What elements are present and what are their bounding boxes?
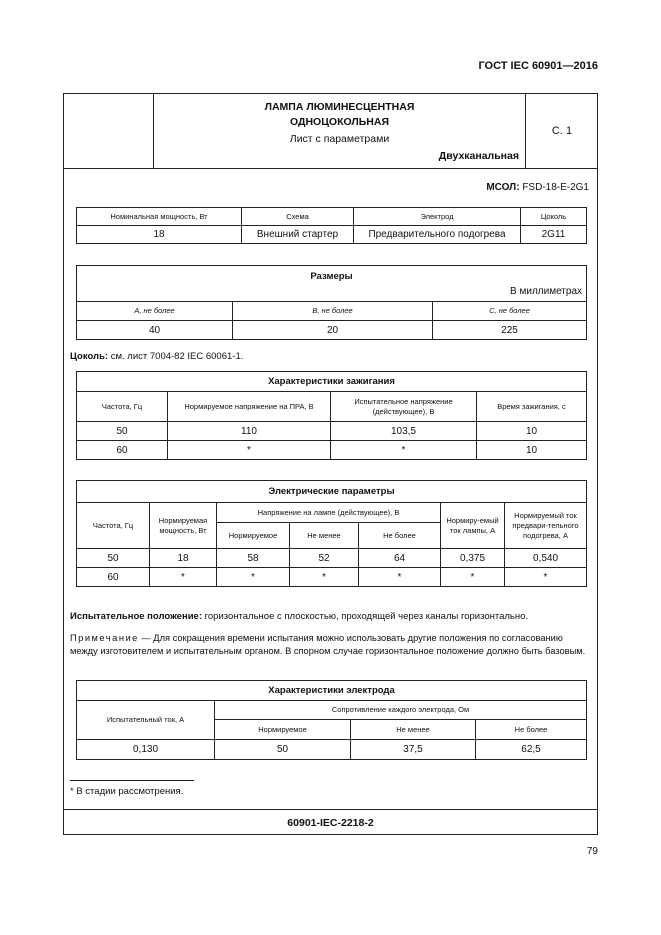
sheet-frame [63, 93, 598, 835]
footnote-divider [70, 780, 194, 781]
title-center-cell [154, 94, 525, 168]
ignition-cell: 10 [477, 422, 587, 441]
header-dim-c: C, не более [433, 302, 587, 321]
lamp-title-line2: ОДНОЦОКОЛЬНАЯ [289, 116, 390, 128]
electrical-cell: 60 [77, 568, 150, 587]
header-resistance-min: Не менее [351, 720, 476, 740]
value-electrode: Предварительного подогрева [354, 226, 521, 244]
header-ignition-time: Время зажигания, с [477, 392, 587, 422]
ignition-table [76, 371, 587, 460]
electrode-table [76, 680, 587, 760]
header-circuit: Схема [242, 208, 354, 226]
dimensions-caption: Размеры [310, 271, 353, 282]
header-frequency: Частота, Гц [77, 503, 150, 549]
ignition-cell: 110 [168, 422, 331, 441]
header-dim-a: A, не более [77, 302, 233, 321]
electrical-cell: * [290, 568, 359, 587]
electrical-cell: 58 [217, 549, 290, 568]
electrode-cell: 50 [215, 740, 351, 760]
header-frequency: Частота, Гц [77, 392, 168, 422]
dimensions-unit: В миллиметрах [510, 286, 583, 297]
base-note [70, 350, 243, 363]
title-left-cell [64, 94, 154, 168]
ignition-cell: 60 [77, 441, 168, 460]
electrical-cell: * [505, 568, 587, 587]
msol-designation [486, 182, 589, 193]
electrical-cell: 18 [150, 549, 217, 568]
electrode-cell: 37,5 [351, 740, 476, 760]
msol-value: FSD-18-E-2G1 [522, 182, 589, 193]
header-base: Цоколь [521, 208, 587, 226]
note [70, 632, 592, 658]
footer-code: 60901-IEC-2218-2 [287, 817, 374, 829]
header-resistance-max: Не более [476, 720, 587, 740]
electrical-cell: 64 [359, 549, 441, 568]
ignition-caption: Характеристики зажигания [77, 372, 587, 392]
value-dim-a: 40 [77, 321, 233, 340]
lamp-title-line1: ЛАМПА ЛЮМИНЕСЦЕНТНАЯ [264, 101, 415, 113]
sheet-label: Лист с параметрами [289, 133, 390, 145]
header-lamp-current: Нормиру-емый ток лампы, А [441, 503, 505, 549]
ignition-cell: * [331, 441, 477, 460]
footnote: * В стадии рассмотрения. [70, 786, 184, 797]
page-number: 79 [586, 846, 598, 857]
electrical-cell: 0,540 [505, 549, 587, 568]
sheet-number: С. 1 [525, 94, 598, 168]
note-text: — Для сокращения времени испытания можно использовать другие положения по согласованию между изготовителем и испытательным органом. В спорном случае горизонтальное положение должно быть базовым. [70, 633, 586, 656]
standard-number: ГОСТ IEC 60901—2016 [478, 60, 598, 72]
header-voltage-rated: Нормируемое [217, 523, 290, 549]
electrical-cell: 52 [290, 549, 359, 568]
dimensions-caption-cell [77, 266, 587, 302]
title-block [64, 94, 597, 169]
header-preheat-current: Нормируемый ток предвари-тельного подогрева, А [505, 503, 587, 549]
ignition-cell: 50 [77, 422, 168, 441]
value-dim-c: 225 [433, 321, 587, 340]
ignition-cell: 103,5 [331, 422, 477, 441]
header-power: Номинальная мощность, Вт [77, 208, 242, 226]
electrical-cell: * [441, 568, 505, 587]
value-power: 18 [77, 226, 242, 244]
header-lamp-voltage: Напряжение на лампе (действующее), В [217, 503, 441, 523]
base-note-label: Цоколь: [70, 351, 109, 362]
header-electrode-resistance: Сопротивление каждого электрода, Ом [215, 701, 587, 720]
header-test-current: Испытательный ток, А [77, 701, 215, 740]
ignition-cell: 10 [477, 441, 587, 460]
header-dim-b: B, не более [233, 302, 433, 321]
electrical-cell: 0,375 [441, 549, 505, 568]
general-table [76, 207, 587, 244]
value-circuit: Внешний стартер [242, 226, 354, 244]
base-note-text: см. лист 7004-82 IEC 60061-1. [110, 351, 244, 362]
value-base: 2G11 [521, 226, 587, 244]
electrical-cell: 50 [77, 549, 150, 568]
footer-divider [64, 809, 597, 810]
header-rated-power: Нормируемая мощность, Вт [150, 503, 217, 549]
value-dim-b: 20 [233, 321, 433, 340]
electrical-cell: * [150, 568, 217, 587]
header-voltage-max: Не более [359, 523, 441, 549]
electrode-cell: 0,130 [77, 740, 215, 760]
electrical-cell: * [217, 568, 290, 587]
electrode-caption: Характеристики электрода [77, 681, 587, 701]
electrical-caption: Электрические параметры [77, 481, 587, 503]
lamp-title [154, 100, 525, 130]
header-electrode: Электрод [354, 208, 521, 226]
note-label: Примечание [70, 633, 139, 643]
msol-label: МСОЛ: [486, 182, 520, 193]
electrical-cell: * [359, 568, 441, 587]
electrical-table [76, 480, 587, 587]
header-voltage-min: Не менее [290, 523, 359, 549]
lamp-variant: Двухканальная [438, 150, 519, 162]
dimensions-table [76, 265, 587, 340]
header-ballast-voltage: Нормируемое напряжение на ПРА, В [168, 392, 331, 422]
test-position-label: Испытательное положение: [70, 611, 202, 622]
ignition-cell: * [168, 441, 331, 460]
header-resistance-rated: Нормируемое [215, 720, 351, 740]
test-position [70, 610, 592, 623]
test-position-text: горизонтальное с плоскостью, проходящей через каналы горизонтально. [204, 611, 529, 622]
header-test-voltage: Испытательное напряжение (действующее), В [331, 392, 477, 422]
electrode-cell: 62,5 [476, 740, 587, 760]
